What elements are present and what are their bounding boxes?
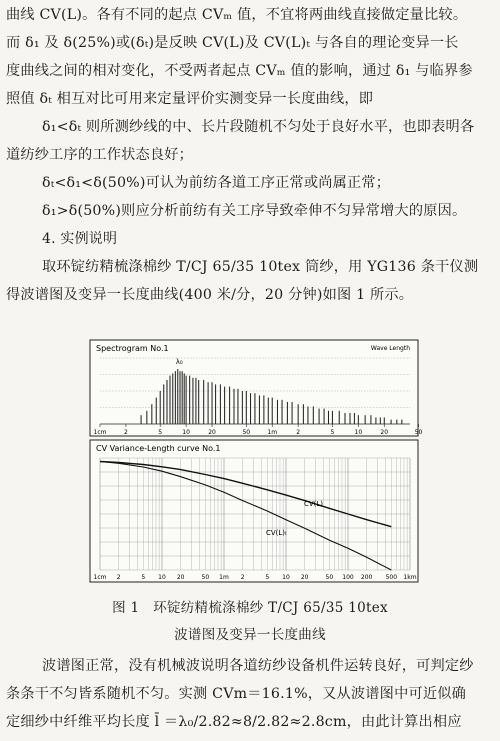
- spectrogram-tick-label: 1cm: [93, 429, 107, 436]
- cv-title: CV Variance-Length curve No.1: [96, 444, 221, 453]
- spectrogram-tick-label: 50: [414, 429, 423, 436]
- text-line: 曲线 CV(L)。各有不同的起点 CVₘ 值，不宜将两曲线直接做定量比较。: [6, 7, 468, 23]
- cv-tick-label: 1cm: [93, 574, 107, 581]
- spectrogram-tick-label: 50: [242, 429, 251, 436]
- text-line: 取环锭纺精梳涤棉纱 T/CJ 65/35 10tex 筒纱，用 YG136 条干仪测: [42, 259, 479, 275]
- cv-tick-label: 50: [325, 574, 334, 581]
- spectrogram-tick-label: 20: [380, 429, 389, 436]
- figure-1: [88, 338, 423, 586]
- section-heading: 4. 实例说明: [42, 231, 118, 247]
- spectrogram-tick-label: 20: [208, 429, 216, 436]
- text-line: 条条干不匀皆系随机不匀。实测 CVm＝16.1%，又从波谱图中可近似确: [6, 686, 467, 702]
- spectrogram-tick-label: 10: [354, 429, 363, 436]
- cv-tick-label: 2: [240, 574, 245, 581]
- cv-tick-label: 500: [385, 574, 398, 581]
- text-line: δ₁<δₜ 则所测纱线的中、长片段随机不匀处于良好水平，也即表明各: [42, 119, 475, 135]
- text-line: 得波谱图及变异一长度曲线(400 米/分，20 分钟)如图 1 所示。: [6, 287, 414, 303]
- cv-frame: [90, 440, 418, 582]
- text-line: 定细纱中纤维平均长度 l̄ ＝λ₀/2.82≈8/2.82≈2.8cm，由此计算出相应: [6, 714, 462, 730]
- cv-tick-label: 200: [360, 574, 373, 581]
- spectrogram-tick-label: 10: [182, 429, 190, 436]
- figure-svg: [88, 338, 423, 586]
- cv-tick-label: 1m: [219, 574, 229, 581]
- spectrogram-axis-label: Wave Length: [370, 345, 410, 352]
- figure-caption-subtitle: 波谱图及变异一长度曲线: [174, 627, 326, 643]
- cv-tick-label: 10: [282, 574, 290, 581]
- cv-tick-label: 20: [176, 574, 185, 581]
- cv-tick-label: 5: [141, 574, 146, 581]
- spectrogram-tick-label: 2: [296, 429, 301, 436]
- curve-label-cvl: CV(L): [304, 500, 324, 508]
- cv-tick-label: 20: [300, 574, 309, 581]
- text-line: δ₁>δ(50%)则应分析前纺有关工序导致牵伸不匀异常增大的原因。: [42, 203, 467, 219]
- text-line: 照值 δₜ 相互对比可用来定量评价实测变异一长度曲线，即: [6, 91, 374, 107]
- figure-caption: 图 1 环锭纺精梳涤棉纱 T/CJ 65/35 10tex: [112, 600, 388, 616]
- curve-label-cvlt: CV(L)ₜ: [266, 529, 288, 537]
- cv-tick-label: 1km: [403, 574, 417, 581]
- peak-label: λ₀: [175, 358, 183, 366]
- spectrogram-tick-label: 2: [124, 429, 128, 436]
- cv-tick-label: 5: [265, 574, 270, 581]
- text-line: 道纺纱工序的工作状态良好；: [6, 147, 194, 163]
- text-line: 波谱图正常，没有机械波说明各道纺纱设备机件运转良好，可判定纱: [42, 658, 474, 674]
- spectrogram-tick-label: 5: [330, 429, 335, 436]
- spectrogram-title: Spectrogram No.1: [96, 344, 169, 353]
- cv-tick-label: 2: [116, 574, 121, 581]
- cv-tick-label: 10: [158, 574, 166, 581]
- spectrogram-tick-label: 1m: [267, 429, 278, 436]
- text-line: 而 δ₁ 及 δ(25%)或(δₜ)是反映 CV(L)及 CV(L)ₜ 与各自的理论变异一长: [6, 35, 459, 51]
- cv-tick-label: 50: [201, 574, 210, 581]
- cv-tick-label: 100: [342, 574, 354, 581]
- spectrogram-tick-label: 5: [158, 429, 163, 436]
- text-line: 度曲线之间的相对变化，不受两者起点 CVₘ 值的影响，通过 δ₁ 与临界参: [6, 63, 473, 79]
- text-line: δₜ<δ₁<δ(50%)可认为前纺各道工序正常或尚属正常；: [42, 175, 391, 191]
- spectrogram-frame: [90, 340, 418, 436]
